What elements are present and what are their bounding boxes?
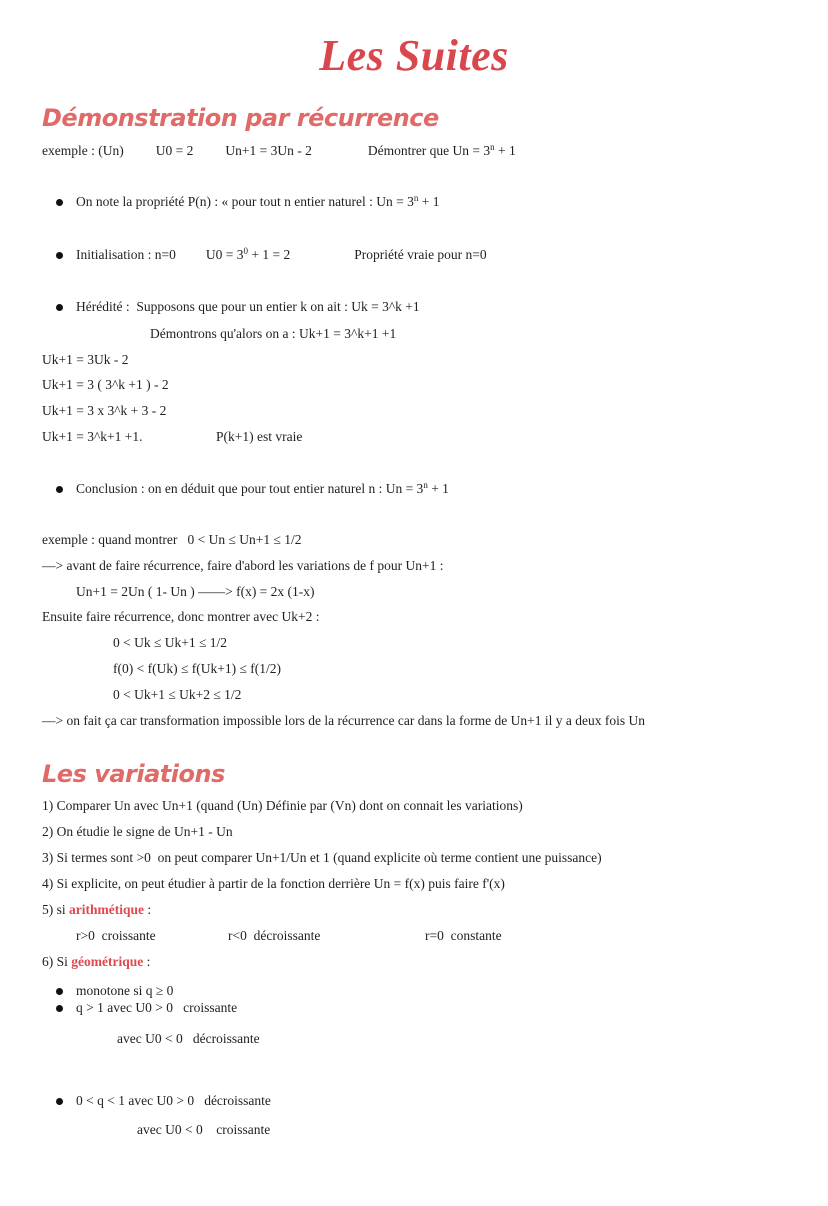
example-line	[42, 142, 516, 160]
propriete-exponent: n	[413, 193, 419, 203]
bullet-propriete	[76, 193, 440, 211]
conclusion-text: Conclusion : on en déduit que pour tout entier naturel n : Un = 3	[76, 481, 424, 496]
goal-exponent: n	[490, 142, 495, 152]
section-heading-variations: Les variations	[42, 760, 225, 788]
arith-case-positive: r>0 croissante	[76, 928, 156, 943]
calc-line-2: Uk+1 = 3 ( 3^k +1 ) - 2	[42, 377, 169, 392]
goal-tail: + 1	[494, 143, 516, 158]
propriete-tail: + 1	[418, 194, 440, 209]
variation-item-2: 2) On étudie le signe de Un+1 - Un	[42, 824, 233, 839]
section-heading-recurrence: Démonstration par récurrence	[42, 104, 439, 132]
bullet-conclusion	[76, 480, 449, 498]
example2-line2: —> avant de faire récurrence, faire d'abord les variations de f pour Un+1 :	[42, 558, 444, 573]
example2-step-1: 0 < Uk ≤ Uk+1 ≤ 1/2	[113, 635, 228, 650]
example-u0: U0 = 2	[155, 143, 194, 158]
example2-line4: Ensuite faire récurrence, donc montrer avec Uk+2 :	[42, 609, 320, 624]
bullet-heredite: Hérédité : Supposons que pour un entier k on ait : Uk = 3^k +1	[76, 299, 420, 314]
variation-item-1: 1) Comparer Un avec Un+1 (quand (Un) Définie par (Vn) dont on connait les variations)	[42, 798, 523, 813]
example2-step-3: 0 < Uk+1 ≤ Uk+2 ≤ 1/2	[113, 687, 242, 702]
example2-step-2: f(0) < f(Uk) ≤ f(Uk+1) ≤ f(1/2)	[113, 661, 281, 676]
heredite-line2: Démontrons qu'alors on a : Uk+1 = 3^k+1 +1	[150, 326, 397, 341]
variation-item-5	[42, 901, 151, 919]
example-recurrence: Un+1 = 3Un - 2	[225, 143, 312, 158]
arith-case-zero: r=0 constante	[425, 928, 502, 943]
geo-prefix: 6) Si	[42, 954, 72, 969]
geo-suffix: :	[143, 954, 151, 969]
example-goal: Démontrer que Un = 3	[367, 143, 491, 158]
init-result: Propriété vraie pour n=0	[354, 247, 487, 262]
calc-line-3: Uk+1 = 3 x 3^k + 3 - 2	[42, 403, 167, 418]
bullet-initialisation	[76, 246, 487, 264]
geo-bullet-monotone: monotone si q ≥ 0	[76, 983, 174, 998]
init-calc-tail: + 1 = 2	[247, 247, 291, 262]
example-label: exemple : (Un)	[42, 143, 124, 158]
arith-prefix: 5) si	[42, 902, 69, 917]
geo-keyword: géométrique	[71, 954, 144, 969]
example2-line1: exemple : quand montrer 0 < Un ≤ Un+1 ≤ 1/2	[42, 532, 302, 547]
init-label: Initialisation : n=0	[76, 247, 176, 262]
geo-sub-1: avec U0 < 0 décroissante	[117, 1031, 260, 1046]
example2-note: —> on fait ça car transformation impossible lors de la récurrence car dans la forme de Un+1 il y a deux fois Un	[42, 713, 646, 728]
arith-case-negative: r<0 décroissante	[228, 928, 321, 943]
propriete-text: On note la propriété P(n) : « pour tout n entier naturel : Un = 3	[76, 194, 414, 209]
example2-line3: Un+1 = 2Un ( 1- Un ) ——> f(x) = 2x (1-x)	[76, 584, 315, 599]
geo-sub-2: avec U0 < 0 croissante	[137, 1122, 271, 1137]
conclusion-exponent: n	[423, 480, 428, 490]
conclusion-tail: + 1	[427, 481, 449, 496]
variation-item-4: 4) Si explicite, on peut étudier à partir de la fonction derrière Un = f(x) puis faire f'(x)	[42, 876, 505, 891]
page-title: Les Suites	[319, 31, 509, 80]
variation-item-3: 3) Si termes sont >0 on peut comparer Un+1/Un et 1 (quand explicite où terme contient une puissance)	[42, 850, 602, 865]
geo-bullet-q-between: 0 < q < 1 avec U0 > 0 décroissante	[76, 1093, 271, 1108]
init-calc: U0 = 3	[205, 247, 244, 262]
arith-keyword: arithmétique	[69, 902, 144, 917]
calc-result: P(k+1) est vraie	[216, 429, 303, 444]
geo-bullet-q-gt-1: q > 1 avec U0 > 0 croissante	[76, 1000, 238, 1015]
calc-line-4: Uk+1 = 3^k+1 +1.	[42, 429, 143, 444]
variation-item-6	[42, 953, 150, 971]
calc-line-1: Uk+1 = 3Uk - 2	[42, 352, 129, 367]
init-exponent: 0	[243, 246, 248, 256]
arith-suffix: :	[144, 902, 152, 917]
